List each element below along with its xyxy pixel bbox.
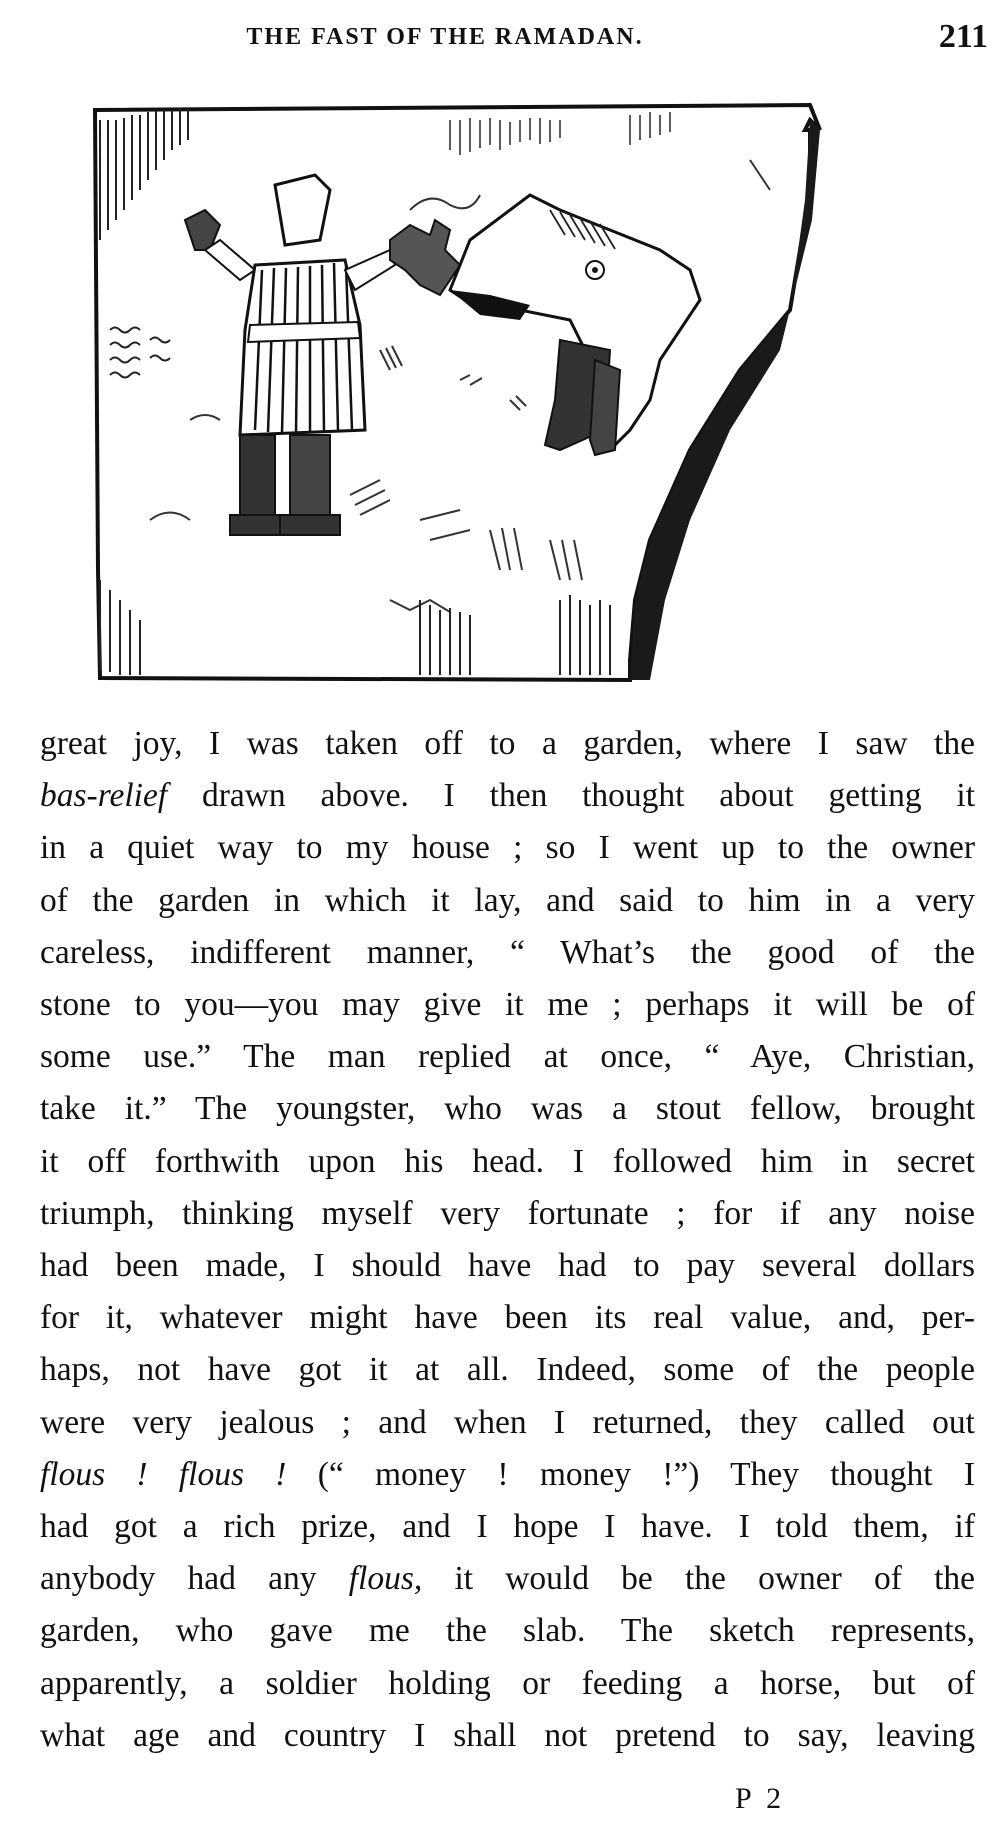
text-line: garden, who gave me the slab. The sketch represents, xyxy=(40,1612,975,1650)
text-line: apparently, a soldier holding or feeding a horse, but of xyxy=(40,1664,975,1702)
bas-relief-soldier-horse-icon xyxy=(90,100,960,690)
text-line: anybody had any flous, it would be the owner of the xyxy=(40,1560,976,1598)
italic-flous: flous, xyxy=(348,1560,423,1598)
text-line: haps, not have got it at all. Indeed, some of the people xyxy=(40,1351,975,1389)
text-line: careless, indifferent manner, “ What’s the good of the xyxy=(40,933,975,971)
text-line: stone to you—you may give it me ; perhaps it will be of xyxy=(40,986,975,1024)
text-line: flous ! flous ! (“ money ! money !”) They thought I xyxy=(40,1455,975,1493)
bas-relief-illustration xyxy=(90,100,960,690)
text-line: for it, whatever might have been its real value, and, per- xyxy=(40,1299,975,1337)
text-line: had got a rich prize, and I hope I have. I told them, if xyxy=(40,1508,975,1546)
italic-bas-relief: bas-relief xyxy=(40,777,168,815)
text-line: were very jealous ; and when I returned, they called out xyxy=(40,1403,975,1441)
text-line: of the garden in which it lay, and said to him in a very xyxy=(40,881,975,919)
text-line: triumph, thinking myself very fortunate ; for if any noise xyxy=(40,1194,975,1232)
italic-flous-flous: flous ! flous ! xyxy=(40,1455,287,1493)
text-line: it off forthwith upon his head. I followed him in secret xyxy=(40,1142,975,1180)
text-line: had been made, I should have had to pay several dollars xyxy=(40,1247,975,1285)
text-line: what age and country I shall not pretend to say, leaving xyxy=(40,1716,975,1754)
text-line: take it.” The youngster, who was a stout fellow, brought xyxy=(40,1090,975,1128)
text-line: some use.” The man replied at once, “ Aye, Christian, xyxy=(40,1038,975,1076)
printer-signature: P 2 xyxy=(735,1782,786,1815)
text-line: bas-relief drawn above. I then thought about getting it xyxy=(40,777,976,815)
text-line: in a quiet way to my house ; so I went up to the owner xyxy=(40,829,975,867)
text-line: great joy, I was taken off to a garden, where I saw the xyxy=(40,725,975,762)
page-number: 211 xyxy=(938,18,988,55)
page-header xyxy=(0,18,1000,58)
running-head: THE FAST OF THE RAMADAN. xyxy=(246,24,644,50)
body-paragraph xyxy=(40,718,975,1762)
